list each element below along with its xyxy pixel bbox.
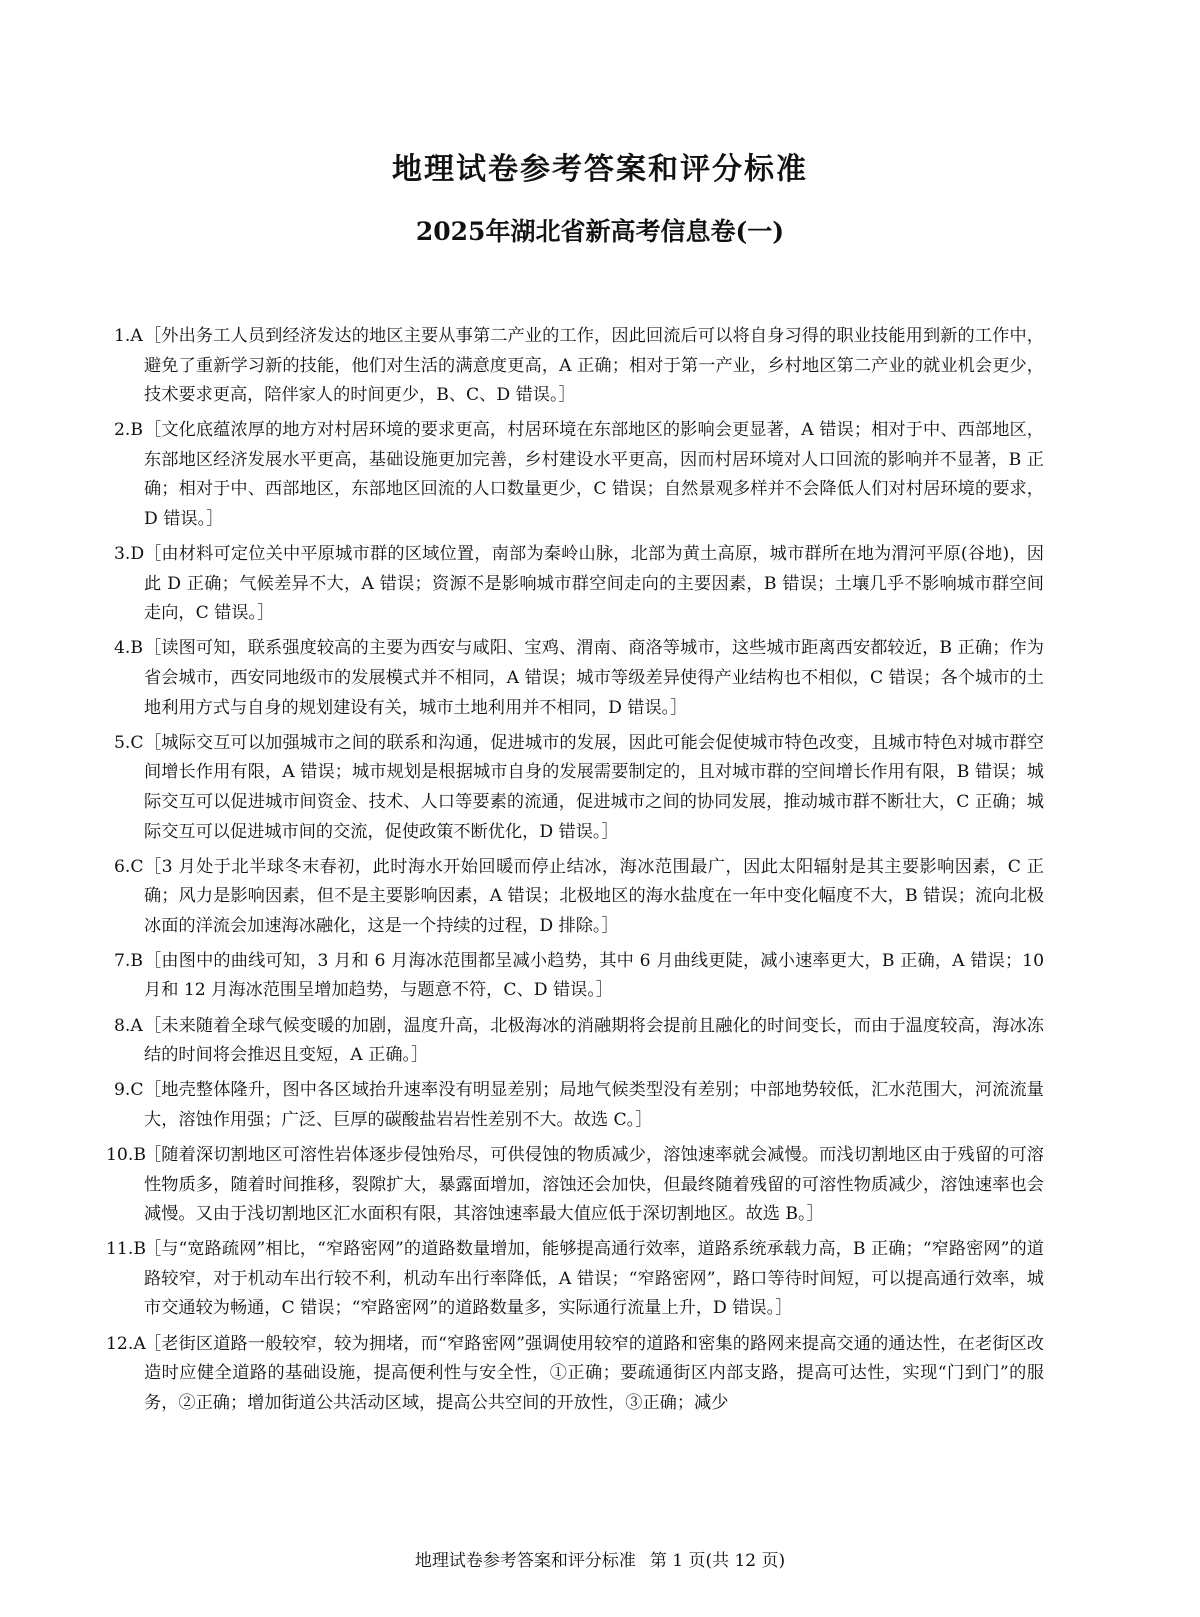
answer-explanation: ［3 月处于北半球冬末春初，此时海水开始回暖而停止结冰，海冰范围最广，因此太阳辐射是其主要影响因素，C 正确；风力是影响因素，但不是主要影响因素，A 错误；北极地区的海水盐度在一年中变化幅度不大，B 错误；流向北极冰面的洋流会加速海冰融化，这是一个持续的过程，D 排除。］ (144, 856, 1044, 936)
answer-explanation: ［由图中的曲线可知，3 月和 6 月海冰范围都呈减小趋势，其中 6 月曲线更陡，减小速率更大，B 正确，A 错误；10 月和 12 月海冰范围呈增加趋势，与题意不符，C、D 错误。］ (144, 950, 1044, 1001)
page-number: 第 1 页(共 12 页) (649, 1551, 786, 1571)
answer-explanation: ［读图可知，联系强度较高的主要为西安与咸阳、宝鸡、渭南、商洛等城市，这些城市距离西安都较近，B 正确；作为省会城市，西安同地级市的发展模式并不相同，A 错误；城市等级差异使得产业结构也不相似，C 错误；各个城市的土地利用方式与自身的规划建设有关，城市土地利用并不相同，D 错误。］ (144, 638, 1044, 718)
answer-item (114, 947, 1044, 1006)
answer-item (114, 1076, 1044, 1135)
question-number: 4.B (114, 638, 144, 659)
question-number: 8.A (114, 1015, 143, 1036)
page-footer (0, 1546, 1200, 1571)
document-title: 地理试卷参考答案和评分标准 (392, 152, 808, 187)
answer-explanation: ［地壳整体隆升，图中各区域抬升速率没有明显差别；局地气候类型没有差别；中部地势较低，汇水范围大，河流流量大，溶蚀作用强；广泛、巨厚的碳酸盐岩岩性差别不大。故选 C。］ (144, 1080, 1044, 1130)
question-number: 6.C (114, 856, 144, 877)
question-number: 3.D (114, 544, 145, 565)
answer-item (114, 1012, 1044, 1071)
answer-explanation: ［外出务工人员到经济发达的地区主要从事第二产业的工作，因此回流后可以将自身习得的职业技能用到新的工作中，避免了重新学习新的技能，他们对生活的满意度更高，A 正确；相对于第一产业，乡村地区第二产业的就业机会更少，技术要求更高，陪伴家人的时间更少，B、C、D 错误。］ (144, 326, 1044, 406)
answer-explanation: ［由材料可定位关中平原城市群的区域位置，南部为秦岭山脉，北部为黄土高原，城市群所在地为渭河平原(谷地)，因此 D 正确；气候差异不大，A 错误；资源不是影响城市群空间走向的主要因素，B 错误；土壤几乎不影响城市群空间走向，C 错误。］ (144, 544, 1044, 624)
answer-item (114, 540, 1044, 629)
answer-item (106, 1330, 1044, 1419)
answer-item (114, 634, 1044, 723)
answer-item (114, 416, 1044, 534)
document-subtitle: 2025年湖北省新高考信息卷(一) (415, 217, 785, 246)
answer-explanation: ［与“宽路疏网”相比，“窄路密网”的道路数量增加，能够提高通行效率，道路系统承载力高，B 正确；“窄路密网”的道路较窄，对于机动车出行较不利，机动车出行率降低，A 错误；“窄路密网”，路口等待时间短，可以提高通行效率，城市交通较为畅通，C 错误；“窄路密网”的道路数量多，实际通行流量上升，D 错误。］ (144, 1239, 1044, 1319)
answer-item (106, 1235, 1044, 1324)
question-number: 10.B (106, 1144, 146, 1165)
answer-list (106, 322, 1044, 1424)
question-number: 2.B (114, 420, 144, 441)
question-number: 12.A (106, 1333, 146, 1354)
answer-item (114, 322, 1044, 411)
answer-explanation: ［城际交互可以加强城市之间的联系和沟通，促进城市的发展，因此可能会促使城市特色改变，且城市特色对城市群空间增长作用有限，A 错误；城市规划是根据城市自身的发展需要制定的，且对城市群的空间增长作用有限，B 错误；城际交互可以促进城市间资金、技术、人口等要素的流通，促进城市之间的协同发展，推动城市群不断壮大，C 正确；城际交互可以促进城市间的交流，促使政策不断优化，D 错误。］ (144, 732, 1044, 842)
answer-item (114, 729, 1044, 847)
question-number: 7.B (114, 950, 144, 971)
answer-item (114, 853, 1044, 942)
question-number: 11.B (106, 1239, 146, 1260)
answer-item (106, 1141, 1044, 1230)
footer-document-name: 地理试卷参考答案和评分标准 (414, 1551, 636, 1571)
question-number: 9.C (114, 1080, 144, 1101)
answer-explanation: ［老街区道路一般较窄，较为拥堵，而“窄路密网”强调使用较窄的道路和密集的路网来提高交通的通达性，在老街区改造时应健全道路的基础设施，提高便利性与安全性，①正确；要疏通街区内部支路，提高可达性，实现“门到门”的服务，②正确；增加街道公共活动区域，提高公共空间的开放性，③正确；减少 (144, 1333, 1044, 1413)
answer-explanation: ［文化底蕴浓厚的地方对村居环境的要求更高，村居环境在东部地区的影响会更显著，A 错误；相对于中、西部地区，东部地区经济发展水平更高，基础设施更加完善，乡村建设水平更高，因而村居环境对人口回流的影响并不显著，B 正确；相对于中、西部地区，东部地区回流的人口数量更少，C 错误；自然景观多样并不会降低人们对村居环境的要求，D 错误。］ (144, 420, 1044, 530)
answer-explanation: ［随着深切割地区可溶性岩体逐步侵蚀殆尽，可供侵蚀的物质减少，溶蚀速率就会减慢。而浅切割地区由于残留的可溶性物质多，随着时间推移，裂隙扩大，暴露面增加，溶蚀还会加快，但最终随着残留的可溶性物质减少，溶蚀速率也会减慢。又由于浅切割地区汇水面积有限，其溶蚀速率最大值应低于深切割地区。故选 B。］ (144, 1144, 1044, 1225)
answer-explanation: ［未来随着全球气候变暖的加剧，温度升高，北极海冰的消融期将会提前且融化的时间变长，而由于温度较高，海冰冻结的时间将会推迟且变短，A 正确。］ (144, 1015, 1044, 1066)
question-number: 1.A (114, 326, 143, 346)
question-number: 5.C (114, 732, 144, 753)
